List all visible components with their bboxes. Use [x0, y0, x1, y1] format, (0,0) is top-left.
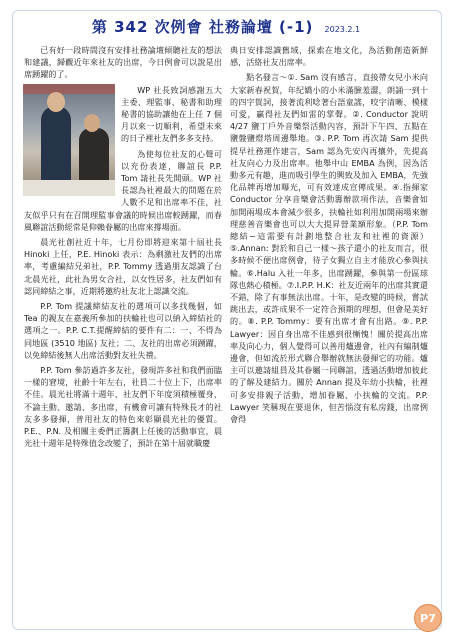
photo-banner: [23, 84, 115, 94]
page-header: [0, 16, 452, 38]
meeting-photo: [23, 84, 115, 196]
page-date: 2023.2.1: [324, 25, 361, 34]
photo-person-standing: [41, 106, 71, 184]
photo-person-seated: [79, 128, 109, 188]
photo-table: [23, 180, 115, 196]
paragraph: P.P. Tom 參訪過許多友社，發現許多社和我們面臨一樣的窘境，社齡十年左右，社員二十位上下，出席率不佳。晨光社將滿十週年，社友們下年度須積極覆身，不論主動、邀請、多出席，有機會可讓有特殊長才的社友多多發揮，普用社友的特色來彰顯晨光社的優質。P.E.、P.N. 及相關主委們正籌劃上任後的活動事宜，晨光社十週年是特殊值念改變了，預計在第十屆就職慶: [24, 365, 222, 449]
paragraph: P.P. Tom 提議締結友社的選項可以多找幾個，如 Tea 的親友在嘉義所參加的扶輪社也可以納入締結社的選項之一。P.P. C.T.提醒締結的要件有二：一、不得為同地區 (3510 地區) 友社；二、友社的出席必須踴躍，以免締結後無人出席活動對友社失禮。: [24, 301, 222, 360]
paragraph: WP 社長致詞感謝五大主委、理監事、秘書和助理秘書的協助讓他在上任 7 個月以來一切順利，希望未來的日子裡社友們多多支持。: [121, 84, 222, 144]
photo-person-head: [84, 114, 100, 132]
right-column: [230, 44, 428, 428]
paragraph: 典日安排認識舊域，探索在地文化，為活動創造新鮮感，活絡社友出席率。: [230, 45, 428, 68]
paragraph: 晨光社創社近十年，七月份即將迎來第十屆社長 Hinoki 上任，P.E. Hinoki 表示：為剩激社友們的出席率，考慮編結兄弟社，P.P. Tommy 透過朋友認識了台北晨光社，此社為男女合社，以女性居多，社友們如有認同締結之事，近期將邀約社友北上認識交流。: [24, 237, 222, 296]
paragraph: 已有好一段時間沒有安排社務論壇傾聽社友的想法和建議，歸觀近年來社友的出席，今日例會可以說是出席踴躍的了。: [24, 45, 222, 80]
paragraph: 點名發言～①. Sam 沒有感言，直接帶女兒小米向大家新春祝賀，年紀嬌小的小米滿臉羞澀，朗誦一到十的四字賀詞，接著流利唸著台語童謠，咬字清晰、模樣可愛，贏得社友們如雷的掌聲。②. Conductor 說明 4/27 鹽丁戶外音樂祭活動內容，預計下午四、五點在鹽盤鹽燈塔周邊舉地。③. P.P. Tom 再次請 Sam 提供提早社務運作建言，Sam 認為先安內再攘外，先提高社友向心力及出席率。他舉中山 EMBA 為例，因為活動多元有趣，進而吸引學生的興致及加入 EMBA，先強化品牌再增加曝光，可有效達成宣傳成果。④.指揮家 Conductor 分享音樂會活動籌辦款項作法，音樂會如加開兩場成本會減少很多，扶輪社如利用加開兩場來辦理慈善音樂會也可以大大提昇營業額形象。（P.P. Tom 總結~這需要有計劃地整合社友和社裡的資源）⑤.Annan: 對於和自己一樣～孩子還小的社友而言，很多時候不便出席例會，待子女獨立自主才能放心參與扶輪。⑥.Halu 入社一年多，出席踴躍，參與第一份區球隊也熱心積極。⑦.I.P.P. H.K：社友近兩年的出席其實還不錯，除了有事無法出席。十年，是改變的時候，嘗試跳出去，或許成果不一定符合預期的理想，但會是美好的。⑧. P.P. Tommy：要有出席才會有出路。⑨. P.P. Lawyer：因自身出席不佳感到很慚愧！關於提高出席率及向心力，個人覺得可以善用爐邊會，社內有編制爐邊會，但如流於形式聯合舉辦就無法發揮它的功能。爐主可以邀請組員及其眷屬一同聯誼，透過活動增加彼此的了解及建結力。關於 Annan 提及年幼小扶輪，社裡可多安排親子活動，增加眷屬、小扶輪的交流。P.P. Lawyer 笑稱現在要退休，但苦惱沒有私房錢，出席例會得: [230, 72, 428, 425]
page-title: 第 342 次例會 社務論壇 (-1): [91, 18, 314, 36]
photo-person-head: [47, 92, 65, 112]
page-number-badge: P7: [414, 604, 442, 632]
left-column: [24, 44, 222, 453]
paragraph: 為使每位社友的心聲可以充份表達，聯誼長 P.P. Tom 請社長先開頭。WP 社長認為社裡最大的問題在於人數不足和出席率不佳，社友似乎只有在召開理監事會議的時候出席較踴躍，而春風聯誼活動經常是仰賴眷屬的出席來撐場面。: [24, 148, 222, 232]
